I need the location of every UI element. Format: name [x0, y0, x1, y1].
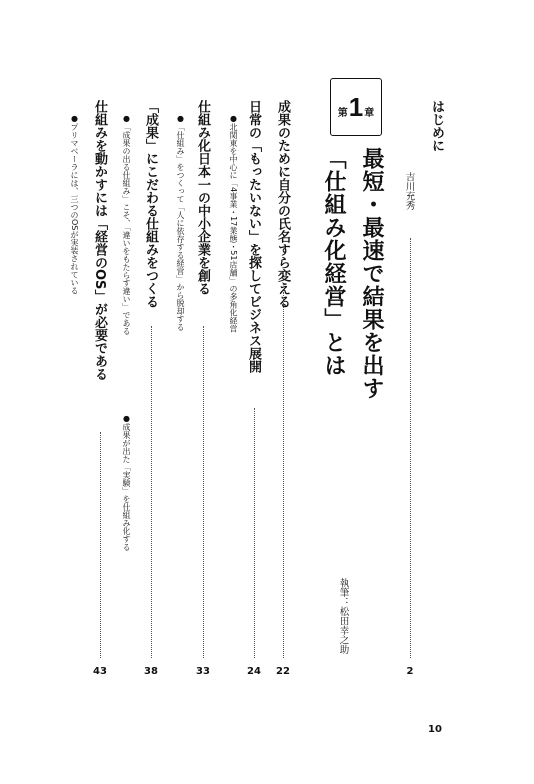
- intro-title: はじめに: [429, 100, 444, 152]
- section-3-leader-dots: [203, 326, 204, 658]
- chapter-badge: [330, 78, 382, 136]
- section-5-leader-dots: [100, 432, 101, 658]
- section-4-bullet-1: ●「成果の出る仕組み」こそ、「違いをもたらす違い」である: [122, 114, 131, 335]
- section-2-title: 日常の「もったいない」を探してビジネス展開: [246, 100, 261, 373]
- section-4-page-number: 38: [144, 666, 158, 677]
- chapter-suffix: 章: [364, 107, 375, 119]
- section-5-bullet: ●プリマベーラには、三つのOSが実装されている: [70, 114, 79, 295]
- section-5-page-number: 43: [93, 666, 107, 677]
- intro-page-number: 2: [406, 666, 414, 677]
- section-2-leader-dots: [254, 408, 255, 658]
- section-2-page-number: 24: [247, 666, 261, 677]
- section-4-title: 「成果」にこだわる仕組みをつくる: [143, 100, 158, 308]
- section-4-bullet-2: ●成果が出た「実験」を仕組み化する: [122, 414, 131, 551]
- section-3-bullet: ●「仕組み」をつくって「人に依存する経営」から脱却する: [176, 114, 185, 331]
- page-folio: 10: [428, 724, 442, 735]
- chapter-title-line-2: 「仕組み化経営」とは: [321, 147, 346, 377]
- chapter-author: 執筆：松田幸之助: [337, 578, 349, 654]
- section-1-page-number: 22: [276, 666, 290, 677]
- section-1-leader-dots: [283, 292, 284, 658]
- section-4-leader-dots: [151, 326, 152, 658]
- section-1-title: 成果のために自分の氏名すら変える: [275, 100, 290, 308]
- section-3-title: 仕組み化日本一の中小企業を創る: [195, 100, 210, 295]
- section-3-page-number: 33: [196, 666, 210, 677]
- intro-leader-dots: [410, 238, 411, 658]
- section-5-title: 仕組みを動かすには「経営のOS」が必要である: [92, 100, 107, 381]
- chapter-title-line-1: 最短・最速で結果を出す: [359, 147, 384, 400]
- section-2-bullet: ●北関東を中心に「4事業・17業態・51店舗」の多角化経営: [229, 114, 238, 333]
- intro-author: 吉川充秀: [403, 172, 415, 210]
- chapter-prefix: 第: [337, 107, 348, 119]
- chapter-number: 1: [348, 91, 364, 122]
